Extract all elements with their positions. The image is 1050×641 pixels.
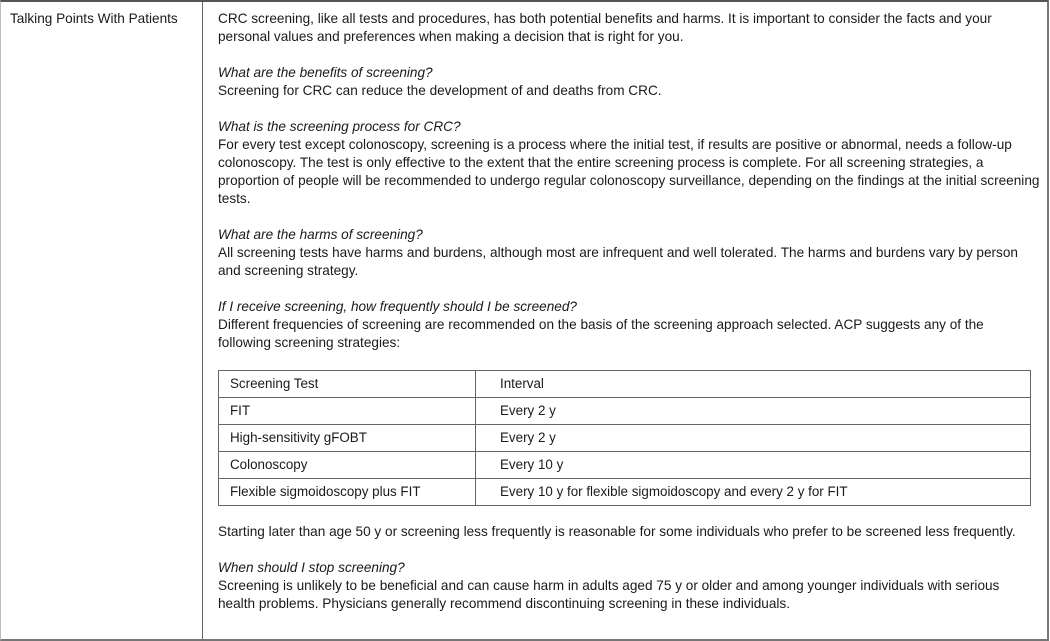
header-interval: Interval: [476, 371, 1031, 398]
process-answer: For every test except colonoscopy, screening is a process where the initial test, if results are positive or abnormal, needs a follow-up colonoscopy. The test is only effective to the extent that the entire screening process is complete. For all screening strategies, a proportion of people will be recommended to undergo regular colonoscopy surveillance, depending on the findings at the initial screening tests.: [218, 137, 1040, 206]
harms-section: [218, 226, 1040, 280]
cell-interval: Every 10 y for flexible sigmoidoscopy and every 2 y for FIT: [476, 479, 1031, 506]
row-label: Talking Points With Patients: [10, 11, 178, 26]
table-row: [219, 425, 1031, 452]
screening-interval-table: [218, 370, 1031, 506]
right-column: [218, 10, 1040, 613]
cell-test: FIT: [219, 398, 476, 425]
frequency-question: If I receive screening, how frequently should I be screened?: [218, 299, 577, 314]
after-table-text: Starting later than age 50 y or screening less frequently is reasonable for some individuals who prefer to be screened less frequently.: [218, 524, 1016, 539]
after-table-section: [218, 523, 1040, 541]
harms-answer: All screening tests have harms and burdens, although most are infrequent and well tolerated. The harms and burdens vary by person and screening strategy.: [218, 245, 1018, 278]
intro-text: CRC screening, like all tests and procedures, has both potential benefits and harms. It is important to consider the facts and your personal values and preferences when making a decision that is right for you.: [218, 11, 992, 44]
intro-section: [218, 10, 1040, 46]
header-screening-test: Screening Test: [219, 371, 476, 398]
table-row: [219, 398, 1031, 425]
benefits-question: What are the benefits of screening?: [218, 65, 433, 80]
stop-section: [218, 559, 1040, 613]
frequency-section: [218, 298, 1040, 352]
left-column: [1, 2, 203, 639]
process-question: What is the screening process for CRC?: [218, 119, 461, 134]
cell-test: Flexible sigmoidoscopy plus FIT: [219, 479, 476, 506]
cell-test: High-sensitivity gFOBT: [219, 425, 476, 452]
frequency-answer: Different frequencies of screening are recommended on the basis of the screening approach selected. ACP suggests any of the following screening strategies:: [218, 317, 984, 350]
table-row: [219, 452, 1031, 479]
cell-test: Colonoscopy: [219, 452, 476, 479]
benefits-section: [218, 64, 1040, 100]
table-row: [219, 479, 1031, 506]
table-header-row: [219, 371, 1031, 398]
benefits-answer: Screening for CRC can reduce the development of and deaths from CRC.: [218, 83, 662, 98]
process-section: [218, 118, 1040, 208]
cell-interval: Every 10 y: [476, 452, 1031, 479]
harms-question: What are the harms of screening?: [218, 227, 423, 242]
cell-interval: Every 2 y: [476, 425, 1031, 452]
stop-answer: Screening is unlikely to be beneficial and can cause harm in adults aged 75 y or older and among younger individuals with serious health problems. Physicians generally recommend discontinuing screening in these individuals.: [218, 578, 1000, 611]
cell-interval: Every 2 y: [476, 398, 1031, 425]
stop-question: When should I stop screening?: [218, 560, 405, 575]
